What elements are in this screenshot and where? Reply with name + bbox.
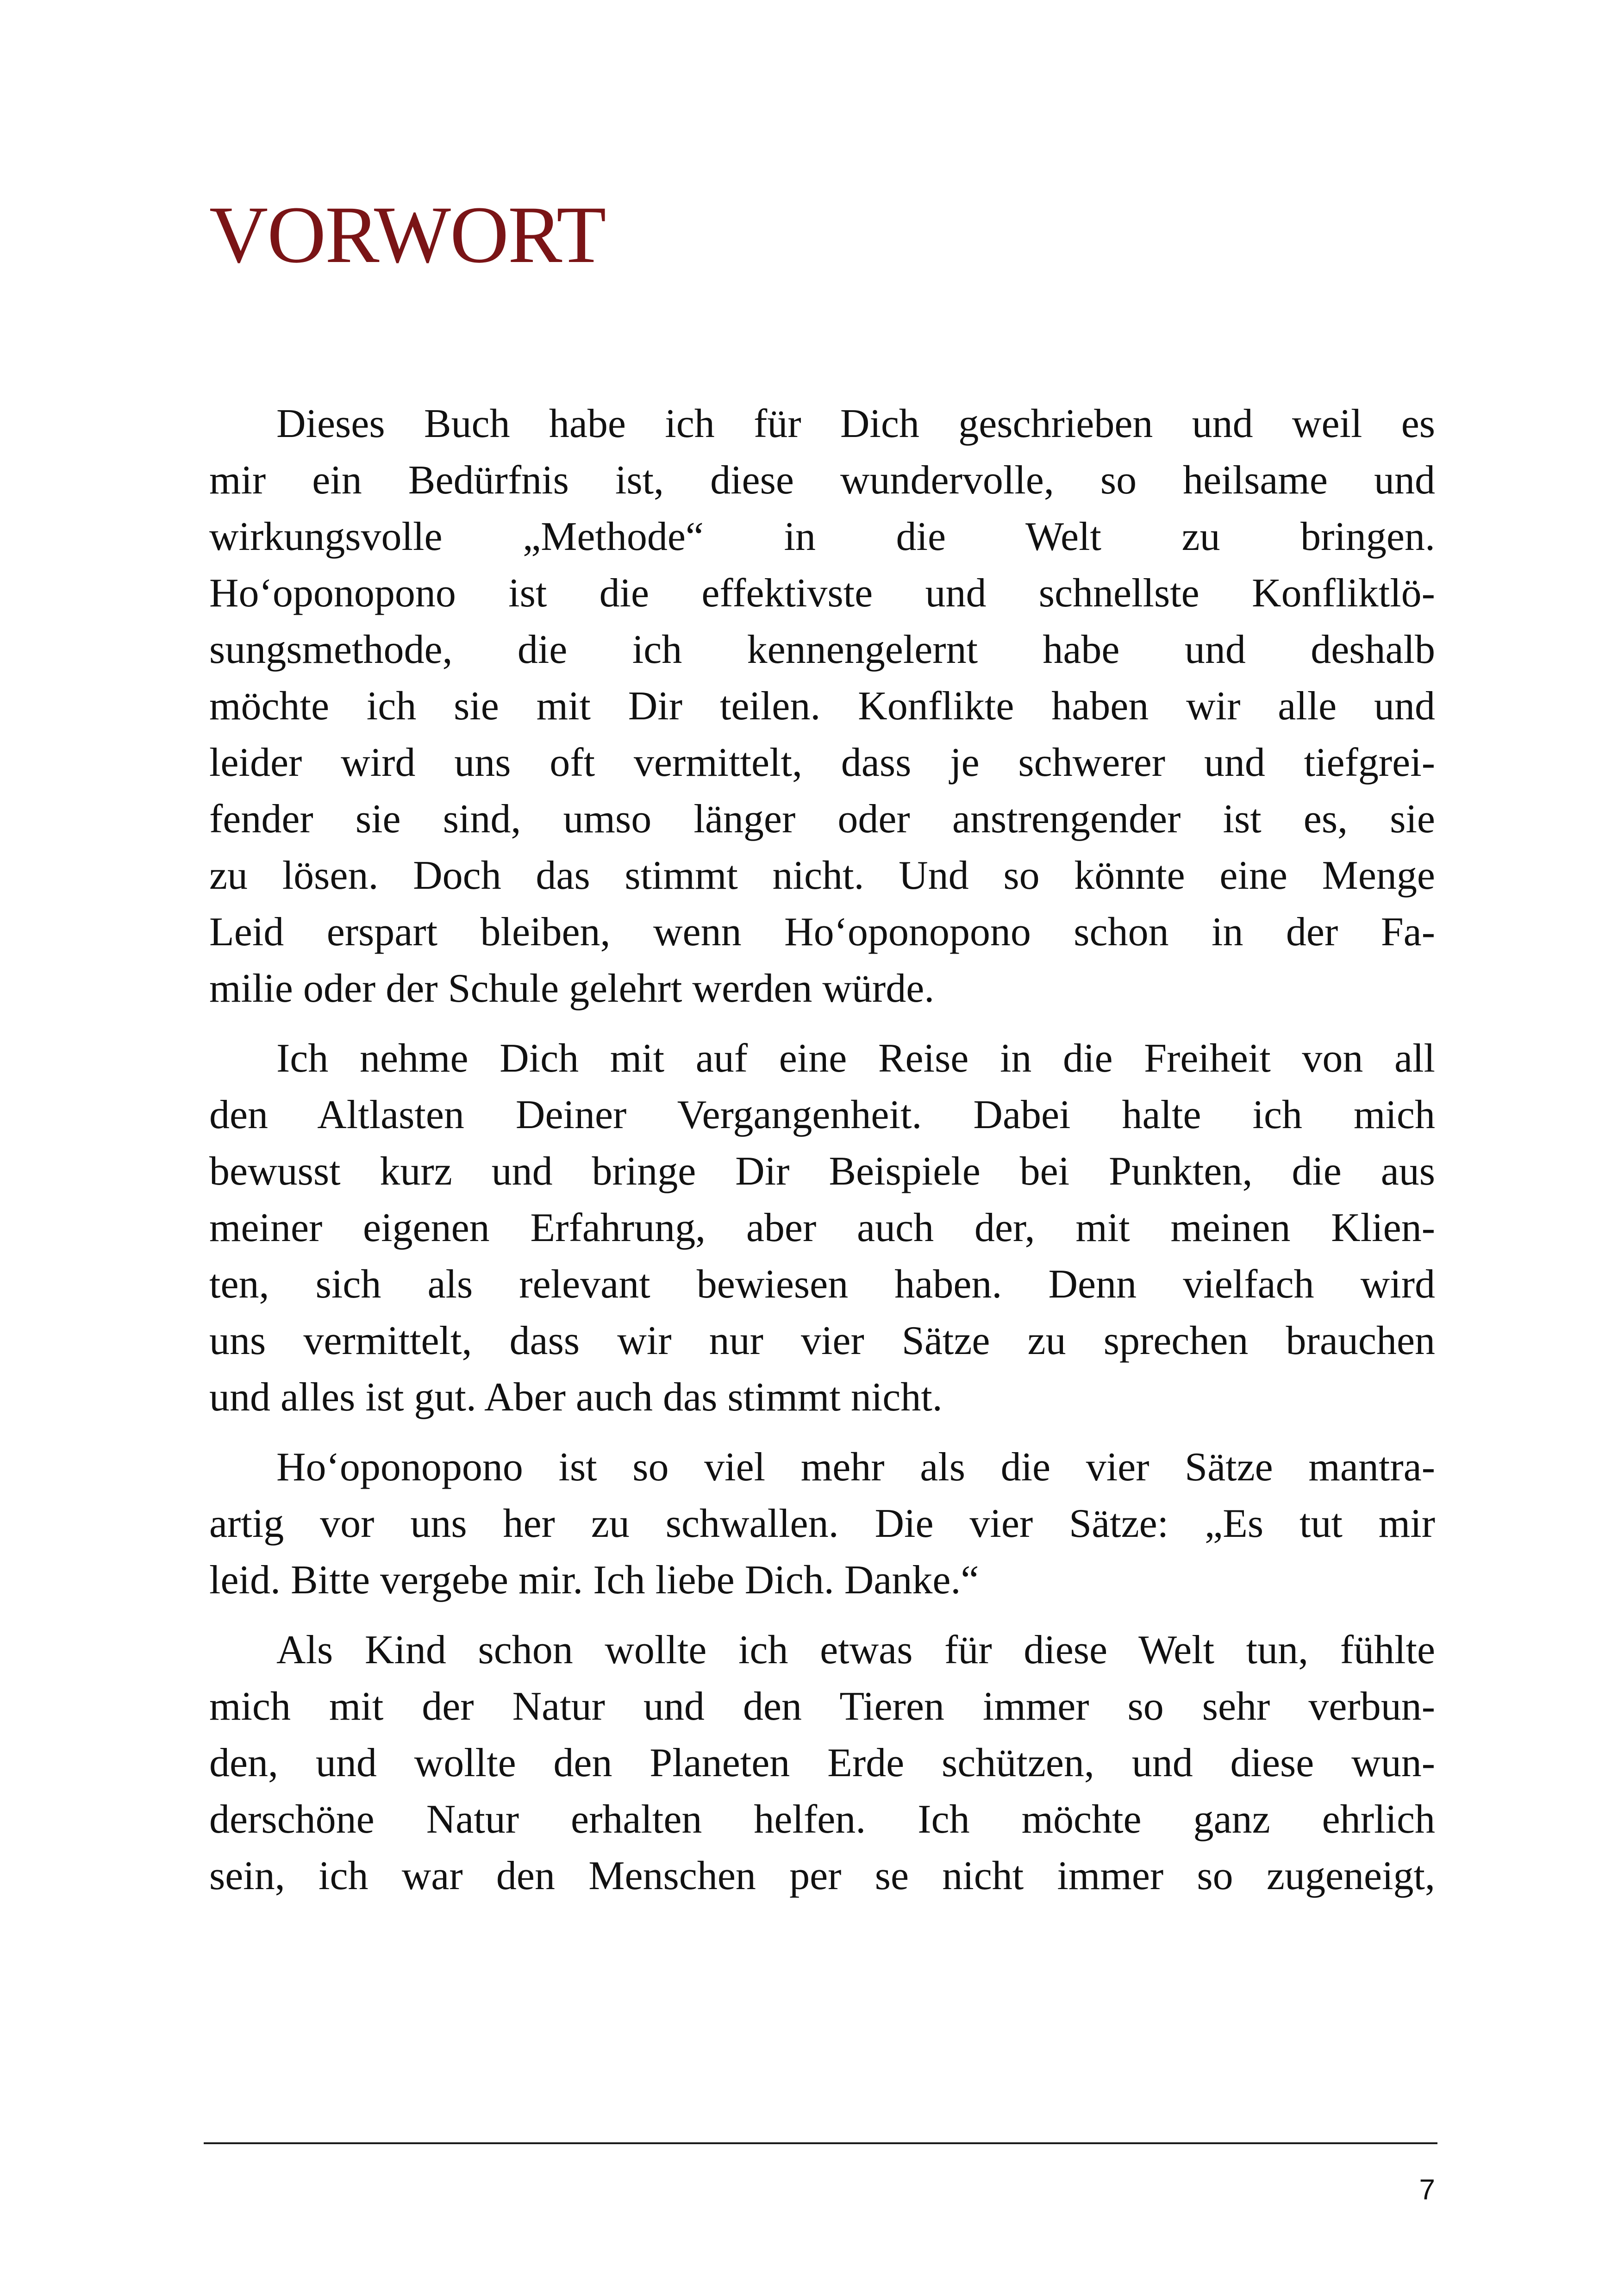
text-line: leider wird uns oft vermittelt, dass je schwerer und tiefgrei- bbox=[209, 740, 1435, 785]
text-line: den Altlasten Deiner Vergangenheit. Dabei halte ich mich bbox=[209, 1092, 1435, 1137]
text-line: milie oder der Schule gelehrt werden würde. bbox=[209, 966, 935, 1011]
text-line: artig vor uns her zu schwallen. Die vier Sätze: „Es tut mir bbox=[209, 1501, 1435, 1546]
chapter-heading: VORWORT bbox=[209, 190, 606, 280]
text-line: leid. Bitte vergebe mir. Ich liebe Dich. Danke.“ bbox=[209, 1558, 979, 1603]
text-line: meiner eigenen Erfahrung, aber auch der, mit meinen Klien- bbox=[209, 1205, 1435, 1250]
text-line: Ho‘oponopono ist so viel mehr als die vier Sätze mantra- bbox=[276, 1445, 1435, 1490]
text-line: Ich nehme Dich mit auf eine Reise in die Freiheit von all bbox=[276, 1036, 1435, 1081]
text-line: mir ein Bedürfnis ist, diese wundervolle, so heilsame und bbox=[209, 458, 1435, 503]
body-text bbox=[209, 396, 1435, 1918]
text-line: ten, sich als relevant bewiesen haben. Denn vielfach wird bbox=[209, 1262, 1435, 1307]
text-line: möchte ich sie mit Dir teilen. Konflikte haben wir alle und bbox=[209, 684, 1435, 729]
text-line: den, und wollte den Planeten Erde schützen, und diese wun- bbox=[209, 1741, 1435, 1785]
paragraph bbox=[209, 396, 1435, 1017]
text-line: sungsmethode, die ich kennengelernt habe und deshalb bbox=[209, 627, 1435, 672]
footer-rule bbox=[204, 2142, 1437, 2144]
paragraph bbox=[209, 1439, 1435, 1609]
text-line: Als Kind schon wollte ich etwas für diese Welt tun, fühlte bbox=[276, 1628, 1435, 1672]
text-line: zu lösen. Doch das stimmt nicht. Und so könnte eine Menge bbox=[209, 853, 1435, 898]
text-line: wirkungsvolle „Methode“ in die Welt zu bringen. bbox=[209, 514, 1435, 559]
text-line: Dieses Buch habe ich für Dich geschrieben und weil es bbox=[276, 401, 1435, 446]
paragraph bbox=[209, 1030, 1435, 1426]
text-line: derschöne Natur erhalten helfen. Ich möchte ganz ehrlich bbox=[209, 1797, 1435, 1842]
text-line: Leid erspart bleiben, wenn Ho‘oponopono schon in der Fa- bbox=[209, 910, 1435, 955]
page-number: 7 bbox=[1419, 2174, 1435, 2206]
text-line: Ho‘oponopono ist die effektivste und schnellste Konfliktlö- bbox=[209, 571, 1435, 616]
text-line: fender sie sind, umso länger oder anstrengender ist es, sie bbox=[209, 797, 1435, 842]
paragraph bbox=[209, 1622, 1435, 1904]
text-line: uns vermittelt, dass wir nur vier Sätze zu sprechen brauchen bbox=[209, 1318, 1435, 1363]
text-line: mich mit der Natur und den Tieren immer so sehr verbun- bbox=[209, 1684, 1435, 1729]
text-line: und alles ist gut. Aber auch das stimmt nicht. bbox=[209, 1375, 943, 1420]
text-line: bewusst kurz und bringe Dir Beispiele bei Punkten, die aus bbox=[209, 1149, 1435, 1194]
text-line: sein, ich war den Menschen per se nicht immer so zugeneigt, bbox=[209, 1853, 1435, 1898]
